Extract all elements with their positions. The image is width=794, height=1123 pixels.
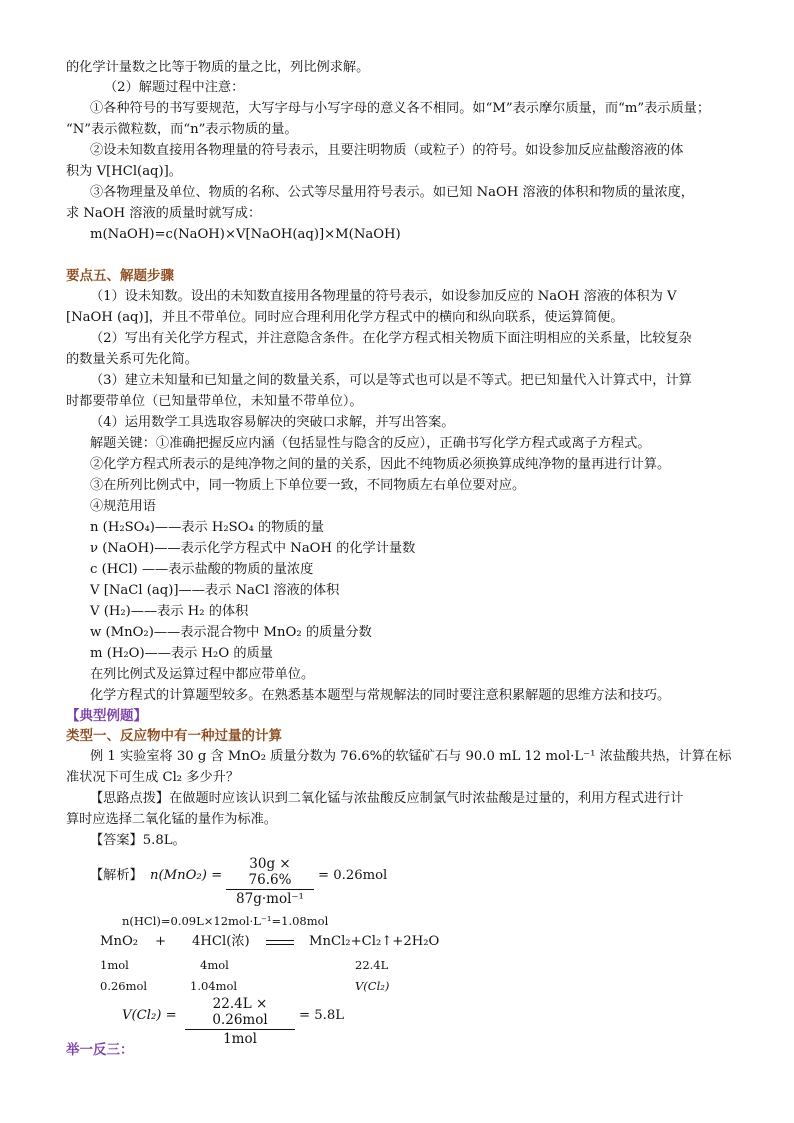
example-question: 例 1 实验室将 30 g 含 MnO₂ 质量分数为 76.6%的软锰矿石与 90.0 mL 12 mol·L⁻¹ 浓盐酸共热，计算在标	[90, 749, 732, 764]
ratio-cell: 1.04mol	[190, 979, 238, 993]
term-line: V [NaCl (aq)]——表示 NaCl 溶液的体积	[90, 583, 340, 598]
text-line: 积为 V[HCl(aq)]。	[66, 164, 182, 179]
equals-bar	[266, 940, 294, 941]
formula-rhs: = 0.26mol	[318, 868, 388, 883]
fraction	[226, 856, 314, 907]
equals-bar	[266, 944, 294, 945]
plus-sign: +	[155, 934, 167, 949]
term-line: V (H₂)——表示 H₂ 的体积	[90, 604, 249, 619]
formula-lhs: n(MnO₂) =	[150, 868, 223, 883]
term-line: ν (NaOH)——表示化学方程式中 NaOH 的化学计量数	[90, 541, 416, 556]
text-line: 的数量关系可先化简。	[66, 352, 198, 367]
text-line: （2）解题过程中注意：	[104, 80, 245, 95]
analysis-label: 【解析】	[90, 868, 143, 883]
term-line: m (H₂O)——表示 H₂O 的质量	[90, 646, 273, 661]
text-line: （2）写出有关化学方程式，并注意隐含条件。在化学方程式相关物质下面注明相应的关系量，比较复杂	[90, 331, 692, 346]
fraction-denominator: 1mol	[185, 1029, 295, 1047]
example-question: 准状况下可生成 Cl₂ 多少升？	[66, 770, 240, 785]
text-line: “N”表示微粒数，而“n”表示物质的量。	[66, 122, 298, 137]
ratio-cell: 4mol	[200, 958, 229, 972]
text-line: 求 NaOH 溶液的质量时就写成：	[66, 206, 262, 221]
text-line: ②设未知数直接用各物理量的符号表示，且要注明物质（或粒子）的符号。如设参加反应盐酸溶液的体	[90, 143, 684, 158]
text-line: 在列比例式及运算过程中都应带单位。	[90, 667, 315, 682]
formula-lhs: V(Cl₂) =	[122, 1008, 177, 1023]
text-line: ①各种符号的书写要规范，大写字母与小写字母的意义各不相同。如“M”表示摩尔质量，而“m”表示质量；	[90, 101, 711, 116]
term-line: c (HCl) ——表示盐酸的物质的量浓度	[90, 562, 314, 577]
term-line: n (H₂SO₄)——表示 H₂SO₄ 的物质的量	[90, 520, 324, 535]
text-line: [NaOH (aq)]，并且不带单位。同时应合理利用化学方程式中的横向和纵向联系，使运算简便。	[66, 310, 624, 325]
typical-examples-heading: 【典型例题】	[66, 708, 147, 724]
fraction-numerator: 30g × 76.6%	[248, 856, 292, 888]
type-heading: 类型一、反应物中有一种过量的计算	[66, 728, 282, 744]
text-line: ③在所列比例式中，同一物质上下单位要一致，不同物质左右单位要对应。	[90, 478, 526, 493]
fraction-denominator: 87g·mol⁻¹	[226, 889, 314, 907]
text-line: 的化学计量数之比等于物质的量之比，列比例求解。	[66, 60, 370, 75]
formula-line: m(NaOH)=c(NaOH)×V[NaOH(aq)]×M(NaOH)	[90, 227, 401, 242]
text-line: 化学方程式的计算题型较多。在熟悉基本题型与常规解法的同时要注意积累解题的思维方法和技巧。	[90, 688, 671, 703]
ratio-cell: V(Cl₂)	[355, 979, 390, 993]
term-line: w (MnO₂)——表示混合物中 MnO₂ 的质量分数	[90, 625, 372, 640]
ratio-cell: 1mol	[100, 958, 129, 972]
text-line: （1）设未知数。设出的未知数直接用各物理量的符号表示，如设参加反应的 NaOH 溶液的体积为 V	[90, 289, 677, 304]
section-heading: 要点五、解题步骤	[66, 268, 174, 284]
reactant: MnO₂	[100, 934, 139, 949]
answer-line: 【答案】5.8L。	[90, 833, 186, 848]
reactant: 4HCl(浓)	[192, 934, 250, 949]
formula-rhs: = 5.8L	[299, 1008, 344, 1023]
text-line: 时都要带单位（已知量带单位，未知量不带单位）。	[66, 394, 363, 409]
practice-heading: 举一反三：	[66, 1042, 134, 1058]
calc-line: n(HCl)=0.09L×12mol·L⁻¹=1.08mol	[122, 914, 329, 928]
text-line: ④规范用语	[90, 499, 156, 514]
text-line: ②化学方程式所表示的是纯净物之间的量的关系，因此不纯物质必须换算成纯净物的量再进行计算。	[90, 457, 671, 472]
ratio-cell: 0.26mol	[100, 979, 148, 993]
products: MnCl₂+Cl₂↑+2H₂O	[309, 934, 440, 949]
fraction-numerator: 22.4L × 0.26mol	[212, 996, 268, 1028]
text-line: （3）建立未知量和已知量之间的数量关系，可以是等式也可以是不等式。把已知量代入计算式中，计算	[90, 373, 692, 388]
ratio-cell: 22.4L	[355, 958, 389, 972]
text-line: （4）运用数学工具选取容易解决的突破口求解，并写出答案。	[90, 415, 455, 430]
hint-line: 【思路点拨】在做题时应该认识到二氧化锰与浓盐酸反应制氯气时浓盐酸是过量的，利用方程式进行计	[90, 791, 684, 806]
fraction	[185, 996, 295, 1047]
text-line: ③各物理量及单位、物质的名称、公式等尽量用符号表示。如已知 NaOH 溶液的体积和物质的量浓度，	[90, 185, 694, 200]
text-line: 解题关键：①准确把握反应内涵（包括显性与隐含的反应），正确书写化学方程式或离子方程式。	[90, 436, 651, 451]
hint-line: 算时应选择二氧化锰的量作为标准。	[66, 812, 277, 827]
